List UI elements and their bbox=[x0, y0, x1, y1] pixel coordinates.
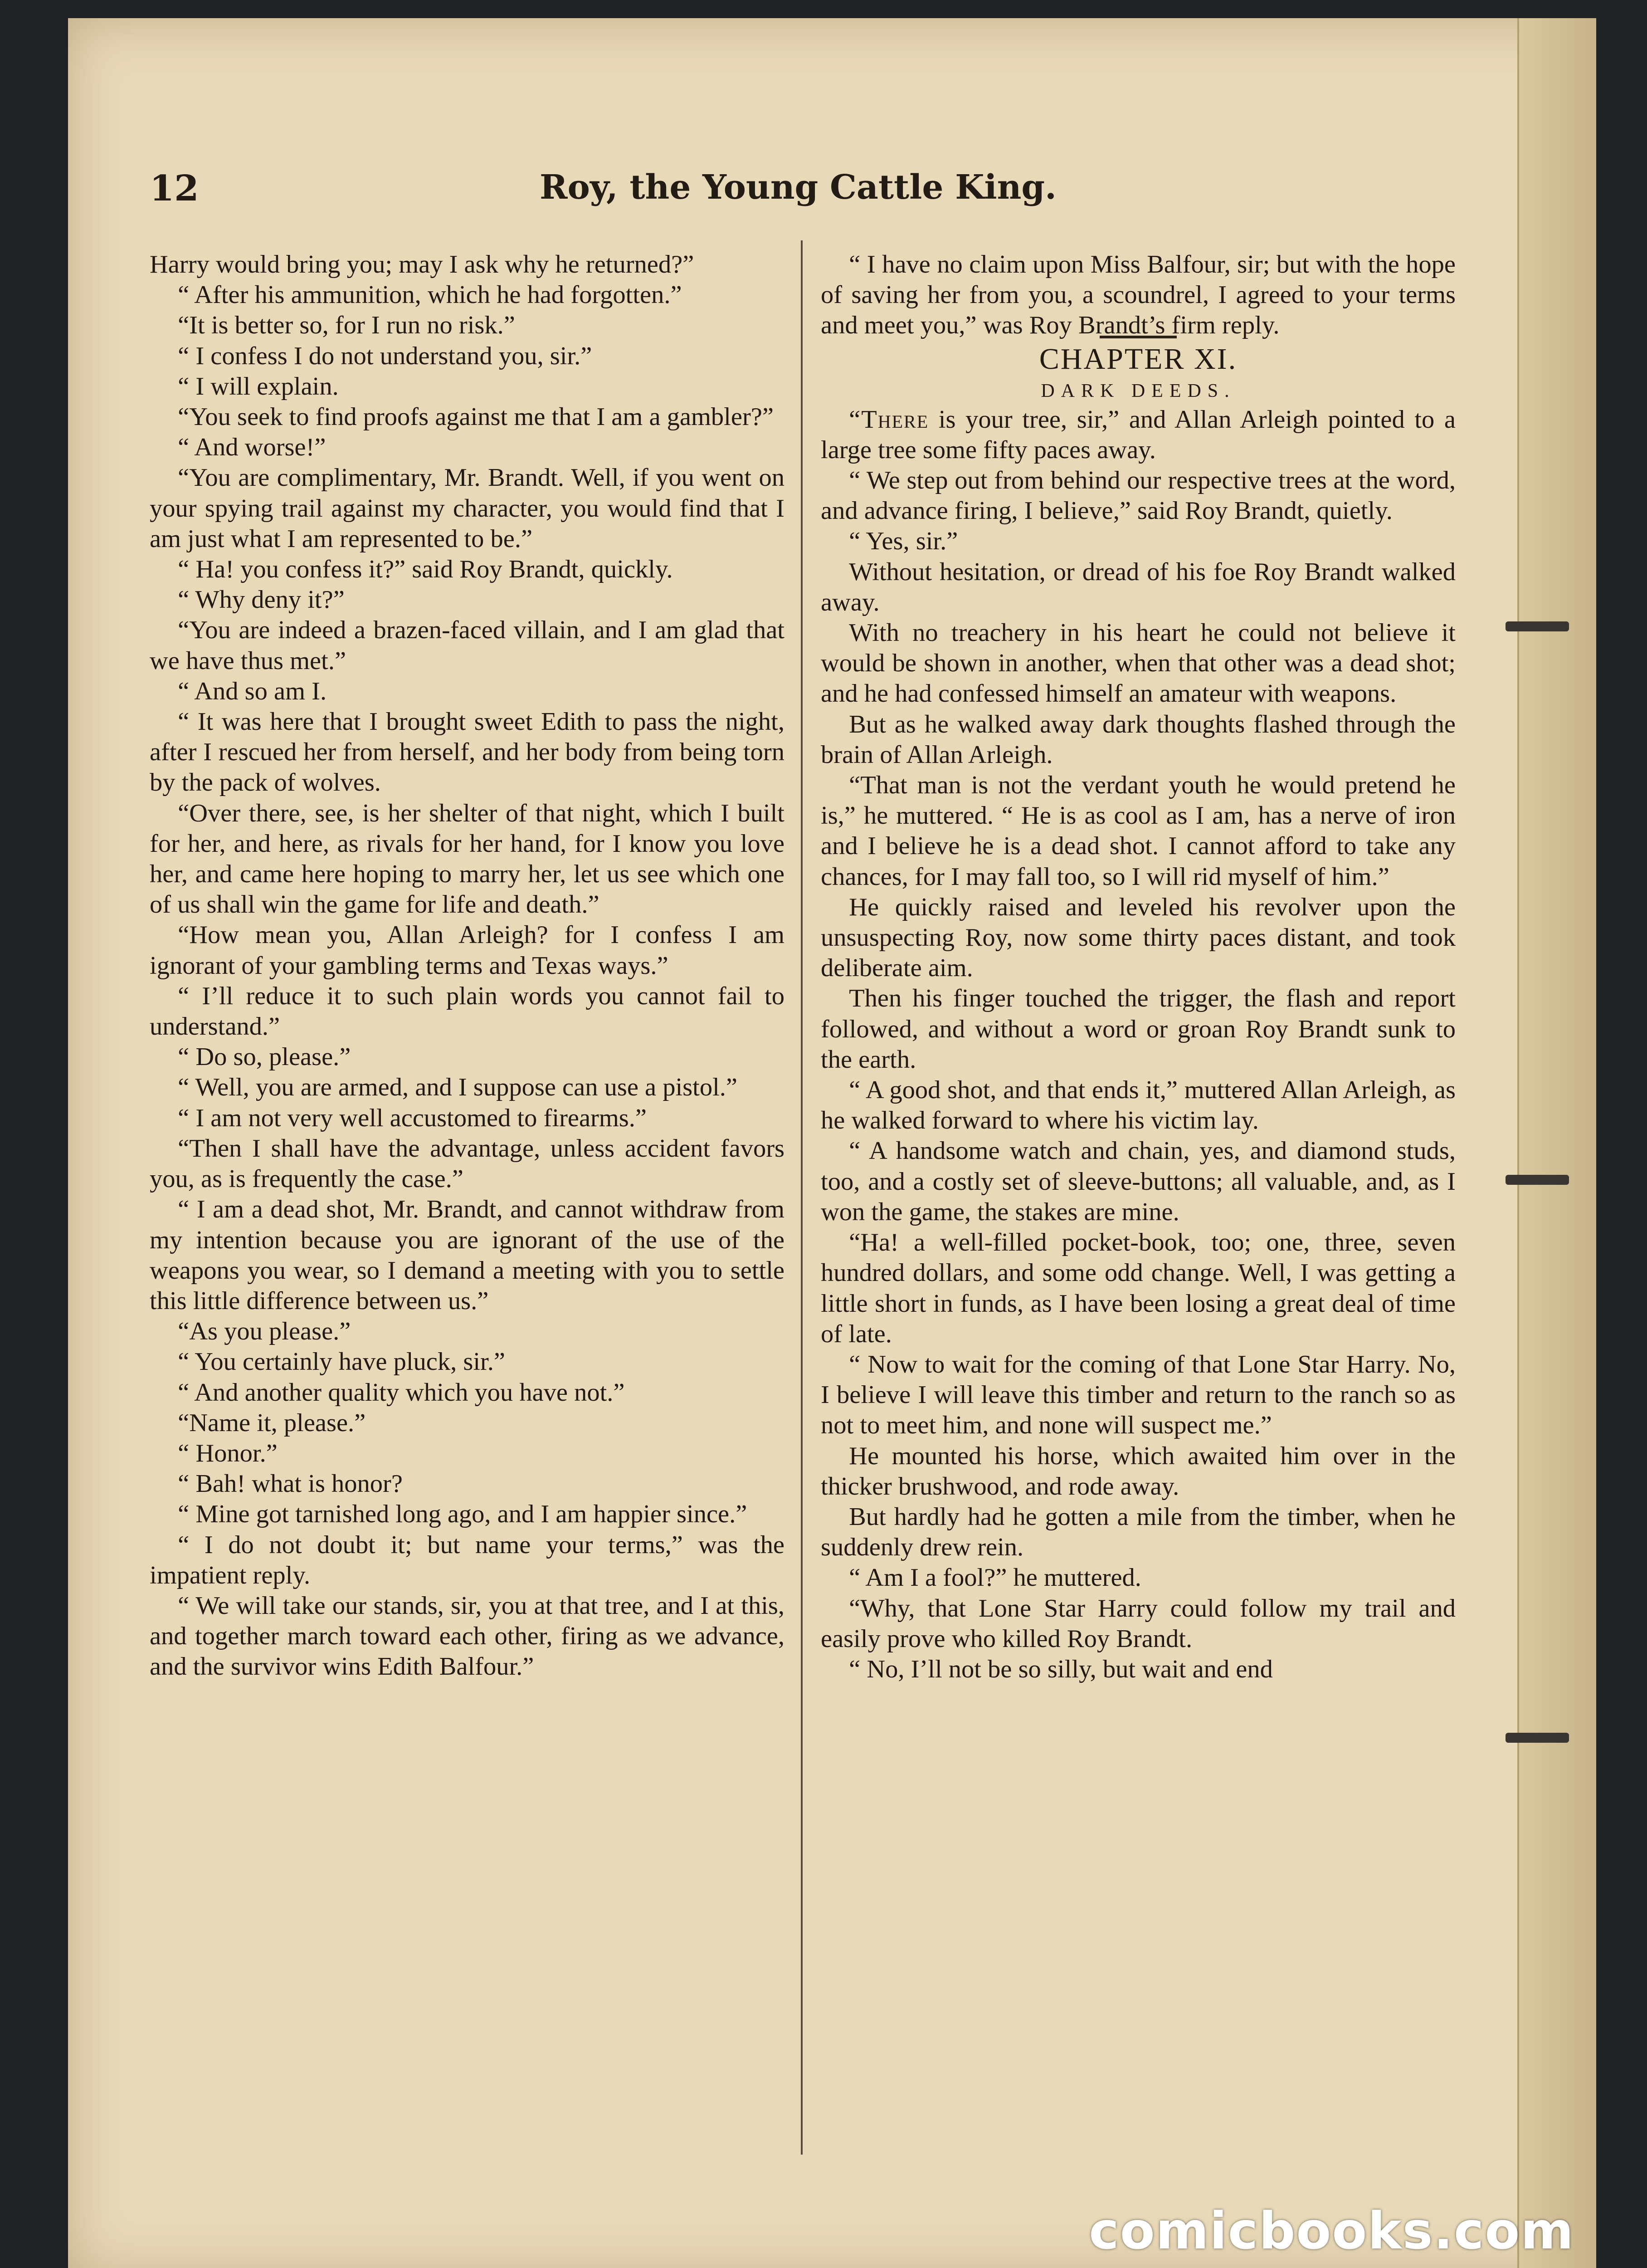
paragraph: “ And so am I. bbox=[178, 677, 327, 705]
paragraph: “ Why deny it?” bbox=[178, 586, 345, 614]
paragraph: “You are indeed a brazen-faced villain, and I am glad that we have thus met.” bbox=[150, 616, 785, 675]
paragraph: Then his finger touched the trigger, the flash and report followed, and without a word or groan Roy Brandt sunk to the earth. bbox=[821, 984, 1456, 1074]
column-divider bbox=[801, 240, 803, 2155]
paragraph: “You seek to find proofs against me that I am a gambler?” bbox=[178, 403, 774, 431]
right-column bbox=[821, 249, 1456, 2146]
paragraph: “ I do not doubt it; but name your terms,” was the impatient reply. bbox=[150, 1530, 785, 1589]
paragraph: “Ha! a well-filled pocket-book, too; one, three, seven hundred dollars, and some odd change. Well, I was getting a little short in funds, as I have been losing a great deal of time of late. bbox=[821, 1228, 1456, 1348]
paragraph: He quickly raised and leveled his revolver upon the unsuspecting Roy, now some thirty paces distant, and took deliberate aim. bbox=[821, 893, 1456, 982]
paragraph: “ After his ammunition, which he had forgotten.” bbox=[178, 281, 682, 309]
paragraph: “It is better so, for I run no risk.” bbox=[178, 311, 515, 340]
paragraph: “ Mine got tarnished long ago, and I am happier since.” bbox=[178, 1500, 747, 1529]
paragraph: “ Bah! what is honor? bbox=[178, 1470, 403, 1498]
paragraph: “ Honor.” bbox=[178, 1439, 278, 1467]
chapter-subtitle: DARK DEEDS. bbox=[1041, 380, 1236, 401]
paragraph: “Name it, please.” bbox=[178, 1408, 366, 1437]
paragraph: “ Am I a fool?” he muttered. bbox=[849, 1564, 1141, 1592]
left-column bbox=[150, 249, 785, 2146]
chapter-opening-paragraph bbox=[821, 405, 1456, 465]
paragraph: “ You certainly have pluck, sir.” bbox=[178, 1348, 505, 1376]
chapter-heading bbox=[821, 341, 1456, 405]
opening-word: “There bbox=[849, 405, 929, 434]
staple bbox=[1506, 1733, 1569, 1743]
paragraph: “Then I shall have the advantage, unless accident favors you, as is frequently the case.” bbox=[150, 1134, 785, 1193]
paragraph: “ Ha! you confess it?” said Roy Brandt, quickly. bbox=[178, 555, 673, 584]
paragraph: “ A good shot, and that ends it,” muttered Allan Arleigh, as he walked forward to where his victim lay. bbox=[821, 1076, 1456, 1135]
paragraph: Without hesitation, or dread of his foe Roy Brandt walked away. bbox=[821, 557, 1456, 616]
paragraph: With no treachery in his heart he could not believe it would be shown in another, when that other was a dead shot; and he had confessed himself an amateur with weapons. bbox=[821, 619, 1456, 708]
chapter-title: CHAPTER XI. bbox=[1039, 342, 1238, 376]
paragraph: “You are complimentary, Mr. Brandt. Well, if you went on your spying trail against my character, you would find that I am just what I am represented to be.” bbox=[150, 464, 785, 553]
paragraph: “ We will take our stands, sir, you at that tree, and I at this, and together march toward each other, firing as we advance, and the survivor wins Edith Balfour.” bbox=[150, 1591, 785, 1681]
paragraph: “ Well, you are armed, and I suppose can use a pistol.” bbox=[178, 1073, 738, 1102]
paragraph: “ I’ll reduce it to such plain words you cannot fail to understand.” bbox=[150, 982, 785, 1041]
paragraph: “That man is not the verdant youth he would pretend he is,” he muttered. “ He is as cool as I am, has a nerve of iron and I believe he is a dead shot. I cannot afford to take any chances, for I may fall too, so I will rid myself of him.” bbox=[821, 771, 1456, 891]
opening-text: is your tree, sir,” and Allan Arleigh pointed to a large tree some fifty paces away. bbox=[821, 405, 1456, 464]
paragraph: “ And worse!” bbox=[178, 433, 326, 462]
watermark-text: comicbooks.com bbox=[1089, 2202, 1574, 2261]
paragraph: “Over there, see, is her shelter of that night, which I built for her, and here, as rivals for her hand, for I know you love her, and came here hoping to marry her, let us see which one of us shall win the game for life and death.” bbox=[150, 799, 785, 919]
paragraph: But hardly had he gotten a mile from the timber, when he suddenly drew rein. bbox=[821, 1502, 1456, 1562]
paragraph: “How mean you, Allan Arleigh? for I confess I am ignorant of your gambling terms and Texas ways.” bbox=[150, 921, 785, 980]
page-number: 12 bbox=[150, 168, 199, 209]
paragraph: Harry would bring you; may I ask why he returned?” bbox=[150, 250, 694, 279]
paragraph: “ I am not very well accustomed to firearms.” bbox=[178, 1104, 647, 1132]
paragraph: But as he walked away dark thoughts flashed through the brain of Allan Arleigh. bbox=[821, 710, 1456, 769]
magazine-page bbox=[68, 18, 1596, 2268]
staple bbox=[1506, 621, 1569, 631]
paragraph: “ I have no claim upon Miss Balfour, sir; but with the hope of saving her from you, a scoundrel, I agreed to your terms and meet you,” was Roy Brandt’s firm reply. bbox=[821, 250, 1456, 340]
paragraph: “Why, that Lone Star Harry could follow my trail and easily prove who killed Roy Brandt. bbox=[821, 1594, 1456, 1653]
paragraph: “ Do so, please.” bbox=[178, 1043, 351, 1071]
paragraph: He mounted his horse, which awaited him over in the thicker brushwood, and rode away. bbox=[821, 1442, 1456, 1501]
page-header bbox=[150, 168, 1447, 218]
paragraph: “ A handsome watch and chain, yes, and diamond studs, too, and a costly set of sleeve-buttons; all valuable, and, as I won the game, the stakes are mine. bbox=[821, 1137, 1456, 1226]
page-spine bbox=[1517, 18, 1596, 2268]
paragraph: “ We step out from behind our respective trees at the word, and advance firing, I believe,” said Roy Brandt, quietly. bbox=[821, 466, 1456, 525]
paragraph: “ No, I’ll not be so silly, but wait and end bbox=[849, 1655, 1273, 1683]
paragraph: “ And another quality which you have not.” bbox=[178, 1378, 625, 1407]
staple bbox=[1506, 1175, 1569, 1185]
paragraph: “ I confess I do not understand you, sir.” bbox=[178, 342, 592, 370]
running-title: Roy, the Young Cattle King. bbox=[540, 168, 1057, 207]
paragraph: “ It was here that I brought sweet Edith to pass the night, after I rescued her from herself, and her body from being torn by the pack of wolves. bbox=[150, 708, 785, 797]
paragraph: “As you please.” bbox=[178, 1317, 351, 1346]
paragraph: “ Yes, sir.” bbox=[849, 527, 958, 556]
paragraph: “ I will explain. bbox=[178, 372, 339, 401]
paragraph: “ Now to wait for the coming of that Lone Star Harry. No, I believe I will leave this timber and return to the ranch so as not to meet him, and none will suspect me.” bbox=[821, 1350, 1456, 1440]
paragraph: “ I am a dead shot, Mr. Brandt, and cannot withdraw from my intention because you are ignorant of the use of the weapons you wear, so I demand a meeting with you to settle this little difference between us.” bbox=[150, 1195, 785, 1315]
